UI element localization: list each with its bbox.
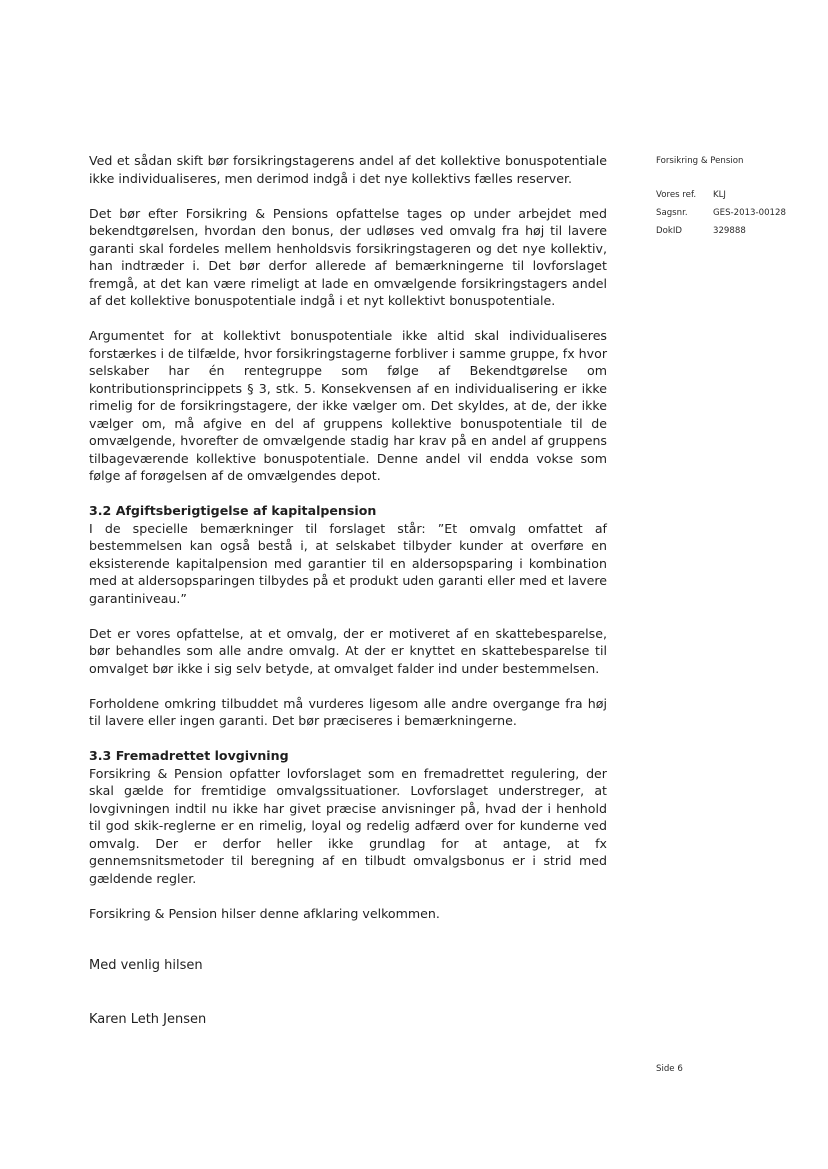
sender-org: Forsikring & Pension bbox=[656, 156, 744, 166]
paragraph-5: Det er vores opfattelse, at et omvalg, der er motiveret af en skattebesparelse, bør behandles som alle andre omvalg. At der er knyttet en skattebesparelse til omvalget bør ikke i sig selv betyde, at omvalget falder ind under bestemmelsen. bbox=[89, 625, 607, 676]
closing-greeting: Med venlig hilsen bbox=[89, 958, 203, 973]
paragraph-7: Forsikring & Pension opfatter lovforslaget som en fremadrettet regulering, der skal gælde for fremtidige omvalgssituationer. Lovforslaget understreger, at lovgivningen indtil nu ikke har givet præcise anvisninger på, hvad der i henhold til god skik-reglerne er en rimelig, loyal og redelig adfærd over for kunderne ved omvalg. Der er derfor heller ikke grundlag for at antage, at fx gennemsnitsmetoder til beregning af en tilbudt omvalgsbonus er i strid med gældende regler. bbox=[89, 765, 607, 886]
paragraph-6: Forholdene omkring tilbuddet må vurderes ligesom alle andre overgange fra høj til lavere eller ingen garanti. Det bør præciseres i bemærkningerne. bbox=[89, 695, 607, 728]
ref-label: DokID bbox=[656, 226, 683, 236]
ref-value: 329888 bbox=[713, 226, 746, 236]
page-number: Side 6 bbox=[656, 1064, 683, 1074]
letter-body bbox=[89, 152, 607, 940]
reference-table bbox=[656, 189, 786, 243]
ref-label: Vores ref. bbox=[656, 190, 697, 200]
signature-name: Karen Leth Jensen bbox=[89, 1012, 207, 1027]
paragraph-1: Ved et sådan skift bør forsikringstagerens andel af det kollektive bonuspotentiale ikke individualiseres, men derimod indgå i det nye kollektivs fælles reserver. bbox=[89, 153, 607, 186]
sender-info bbox=[656, 155, 786, 243]
paragraph-3: Argumentet for at kollektivt bonuspotentiale ikke altid skal individualiseres forstærkes i de tilfælde, hvor forsikringstagerne forbliver i samme gruppe, fx hvor selskaber har én rentegruppe som følge af Bekendtgørelse om kontributionsprincippets § 3, stk. 5. Konsekvensen af en individualisering er ikke rimelig for de forsikringstagere, der ikke vælger om. Det skyldes, at de, der ikke vælger om, må afgive en del af gruppens kollektive bonuspotentiale til de omvælgende, hvorefter de omvælgende stadig har krav på en andel af gruppens tilbageværende kollektive bonuspotentiale. Denne andel vil endda vokse som følge af forøgelsen af de omvælgendes depot. bbox=[89, 328, 607, 483]
section-heading-3-3: 3.3 Fremadrettet lovgivning bbox=[89, 748, 289, 763]
ref-value: KLJ bbox=[713, 190, 726, 200]
section-heading-3-2: 3.2 Afgiftsberigtigelse af kapitalpension bbox=[89, 503, 377, 518]
ref-label: Sagsnr. bbox=[656, 208, 688, 218]
paragraph-8: Forsikring & Pension hilser denne afklaring velkommen. bbox=[89, 905, 440, 921]
ref-row-dokid bbox=[656, 225, 786, 243]
paragraph-4: I de specielle bemærkninger til forslaget står: ”Et omvalg omfattet af bestemmelsen kan også bestå i, at selskabet tilbyder kunder at overføre en eksisterende kapitalpension med garantier til en aldersopsparing i kombination med at aldersopsparingen tilbydes på et produkt uden garanti eller med et lavere garantiniveau.” bbox=[89, 520, 607, 606]
paragraph-2: Det bør efter Forsikring & Pensions opfattelse tages op under arbejdet med bekendtgørelsen, hvordan den bonus, der udløses ved omvalg fra høj til lavere garanti skal fordeles mellem henholdsvis forsikringstageren og det nye kollektiv, han indtræder i. Det bør derfor allerede af bemærkningerne til lovforslaget fremgå, at det kan være rimeligt at lade en omvælgende forsikringstagers andel af det kollektive bonuspotentiale indgå i et nyt kollektivt bonuspotentiale. bbox=[89, 205, 607, 308]
section-3-2 bbox=[89, 502, 607, 607]
section-3-3 bbox=[89, 747, 607, 887]
ref-value: GES-2013-00128 bbox=[713, 208, 786, 218]
ref-row-vores-ref bbox=[656, 189, 786, 207]
ref-row-sagsnr bbox=[656, 207, 786, 225]
